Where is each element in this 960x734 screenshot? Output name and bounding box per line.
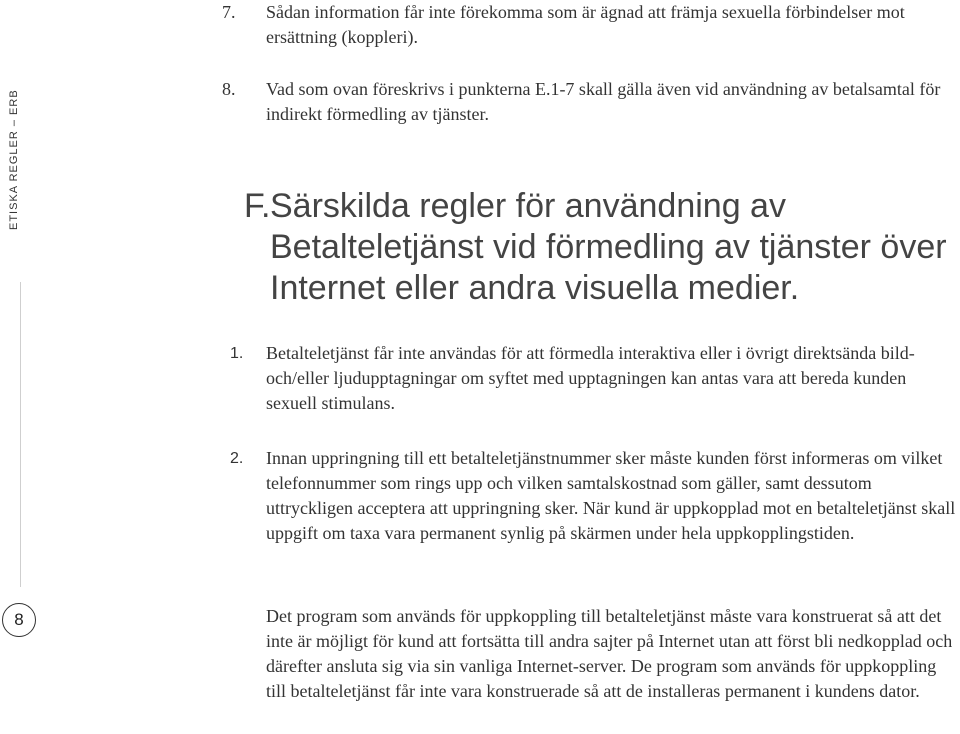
section-item-2 xyxy=(222,446,957,546)
section-letter: F. xyxy=(244,187,271,225)
running-header-label: ETISKA REGLER – ERB xyxy=(8,89,20,230)
section-title: Särskilda regler för användning av Betalteletjänst vid förmedling av tjänster över Internet eller andra visuella medier. xyxy=(270,187,947,307)
body-paragraph: Det program som används för uppkoppling till betalteletjänst måste vara konstruerat så att det inte är möjligt för kund att fortsätta till andra sajter på Internet utan att först bli nedkopplad och därefter ansluta sig via sin vanliga Internet-server. De program som används för uppkoppling till betalteletjänst får inte vara konstruerade så att de installeras permanent i kundens dator. xyxy=(266,606,953,701)
list-item-8 xyxy=(222,77,957,127)
section-item-1 xyxy=(222,341,957,416)
list-item-number: 2. xyxy=(230,450,244,467)
list-item-number: 8. xyxy=(222,79,236,99)
list-item-text: Innan uppringning till ett betalteletjänstnummer sker måste kunden först informeras om vilket telefonnummer som rings upp och vilken samtalskostnad som gäller, samt dessutom uttryckligen acceptera att uppringning sker. När kund är uppkopplad mot en betalteletjänst skall uppgift om taxa vara permanent synlig på skärmen under hela uppkopplingstiden. xyxy=(266,448,956,543)
list-item-text: Betalteletjänst får inte användas för att förmedla interaktiva eller i övrigt direktsända bild- och/eller ljudupptagningar om syftet med upptagningen kan antas vara att bereda kunden sexuell stimulans. xyxy=(266,343,915,413)
section-heading xyxy=(244,186,960,309)
list-item-number: 7. xyxy=(222,2,236,22)
page-number: 8 xyxy=(14,610,24,629)
list-item-text: Vad som ovan föreskrivs i punkterna E.1-7 skall gälla även vid användning av betalsamtal för indirekt förmedling av tjänster. xyxy=(266,79,941,124)
page-number-badge xyxy=(2,603,36,637)
list-item-number: 1. xyxy=(230,345,244,362)
sidebar-divider xyxy=(20,282,21,587)
list-item-7 xyxy=(222,0,957,50)
list-item-text: Sådan information får inte förekomma som är ägnad att främja sexuella förbindelser mot ersättning (koppleri). xyxy=(266,2,905,47)
